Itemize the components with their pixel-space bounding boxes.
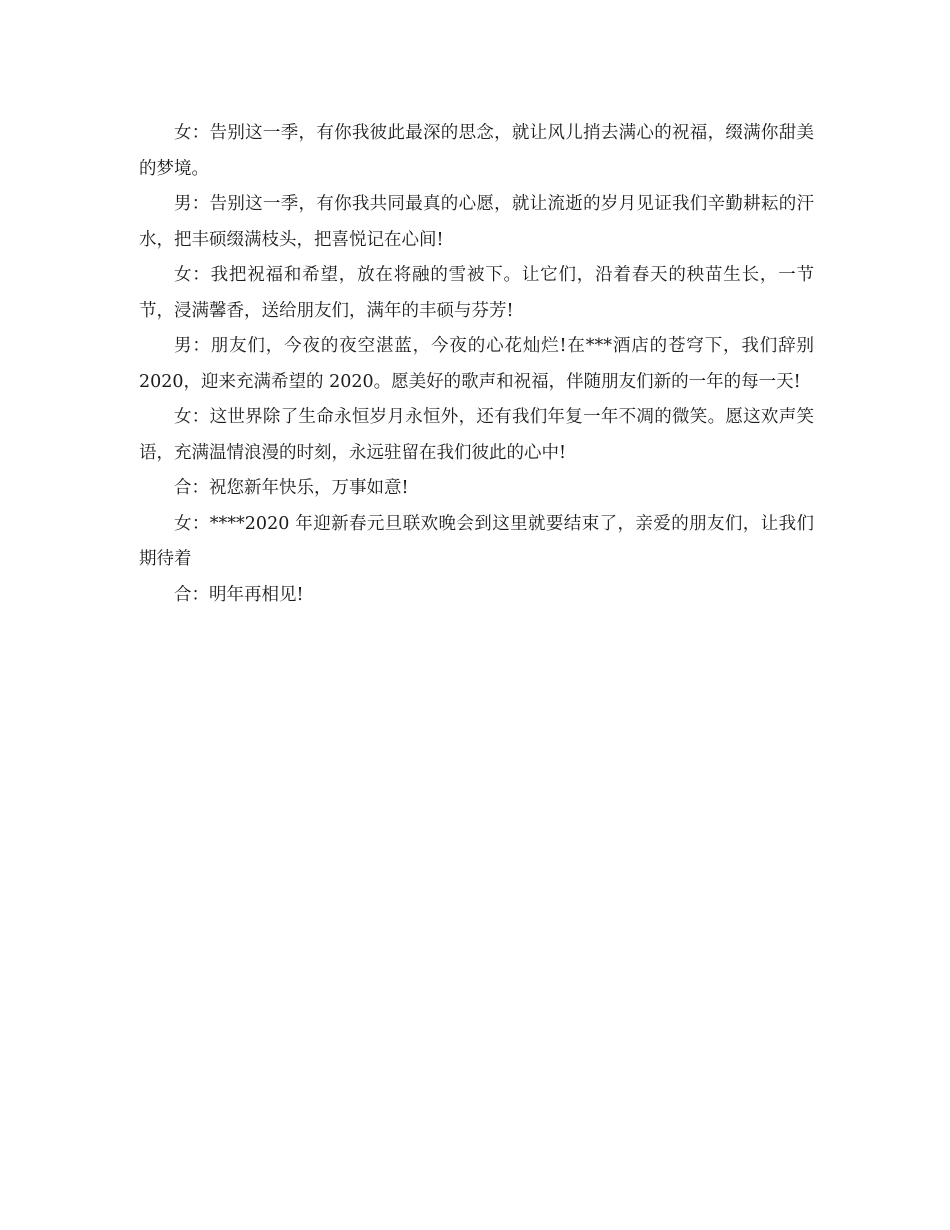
paragraph-5: 女：这世界除了生命永恒岁月永恒外，还有我们年复一年不凋的微笑。愿这欢声笑语，充满温情浪漫的时刻，永远驻留在我们彼此的心中! xyxy=(139,407,814,463)
paragraph-2: 男：告别这一季，有你我共同最真的心愿，就让流逝的岁月见证我们辛勤耕耘的汗水，把丰硕缀满枝头，把喜悦记在心间! xyxy=(139,194,814,250)
paragraph-3: 女：我把祝福和希望，放在将融的雪被下。让它们，沿着春天的秧苗生长，一节节，浸满馨香，送给朋友们，满年的丰硕与芬芳! xyxy=(139,265,814,321)
paragraph-1: 女：告别这一季，有你我彼此最深的思念，就让风儿捎去满心的祝福，缀满你甜美的梦境。 xyxy=(139,123,814,179)
document-body xyxy=(139,116,814,613)
paragraph-7: 女：****2020 年迎新春元旦联欢晚会到这里就要结束了，亲爱的朋友们，让我们期待着 xyxy=(139,513,814,569)
paragraph-8: 合：明年再相见! xyxy=(174,584,304,605)
paragraph-6: 合：祝您新年快乐，万事如意! xyxy=(174,478,409,498)
paragraph-4: 男：朋友们，今夜的夜空湛蓝，今夜的心花灿烂!在***酒店的苍穹下，我们辞别 2020，迎来充满希望的 2020。愿美好的歌声和祝福，伴随朋友们新的一年的每一天! xyxy=(139,336,814,392)
